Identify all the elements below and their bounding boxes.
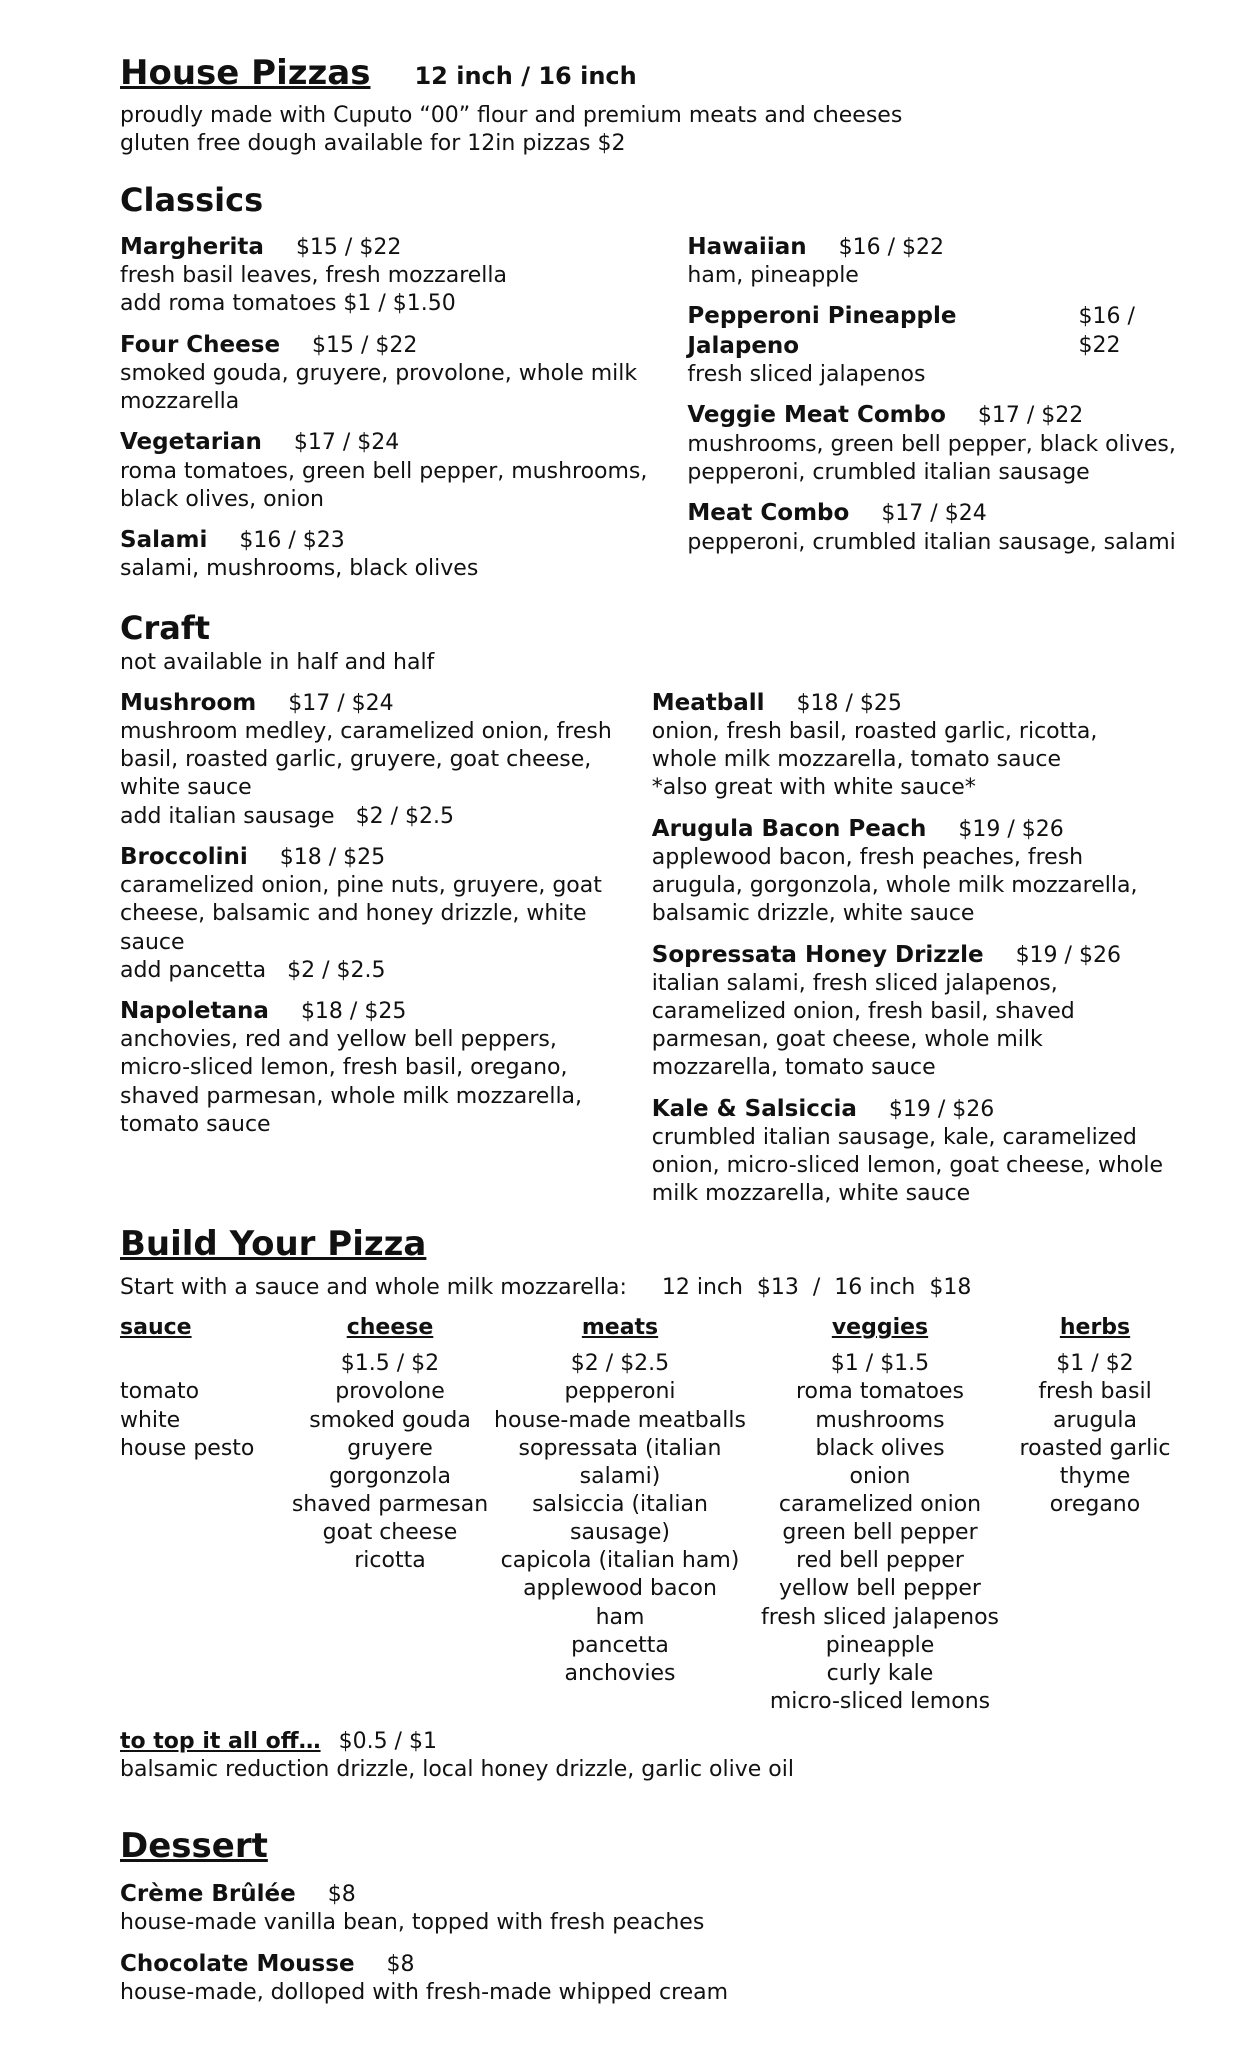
build-option: smoked gouda [309,1407,471,1433]
menu-item-price: $17 / $24 [881,501,987,527]
menu-item-price: $17 / $24 [293,430,400,456]
menu-item [120,997,612,1139]
menu-item-name: Meat Combo [687,500,850,527]
menu-item-description: mozzarella [120,389,240,415]
menu-item-description: mozzarella, tomato sauce [651,1055,936,1081]
menu-item [120,1950,1133,2008]
menu-item-name: Broccolini [120,843,248,870]
menu-item-description: salami, mushrooms, black olives [120,556,479,582]
menu-item-name: Hawaiian [687,233,807,260]
menu-item-header [120,1880,1133,1909]
build-column-veggies [750,1314,1010,1716]
menu-item-name: Salami [120,527,208,554]
menu-item-description: onion, fresh basil, roasted garlic, ricotta, [651,719,1098,745]
house-pizzas-title: House Pizzas [120,53,371,93]
menu-item [120,526,647,584]
menu-item-name: Mushroom [120,689,257,716]
menu-item-name: Napoletana [120,997,269,1024]
menu-item-name: Kale & Salsiccia [651,1095,857,1122]
house-pizzas-note-1: proudly made with Cuputo “00” flour and premium meats and cheeses [120,102,903,128]
menu-item [120,233,647,319]
build-column-sauce [120,1314,290,1716]
menu-item-description: sauce [120,929,185,955]
build-option: salsiccia (italian sausage) [532,1491,708,1546]
classics-columns [120,221,1176,584]
menu-item [652,689,1163,803]
build-option: shaved parmesan [291,1491,489,1517]
menu-item-name: Vegetarian [120,429,262,456]
build-title: Build Your Pizza [120,1223,427,1264]
menu-item-description: pepperoni, crumbled italian sausage, salami [687,529,1176,555]
build-option: arugula [1053,1407,1137,1433]
build-option: fresh sliced jalapenos [760,1604,1000,1630]
menu-item-price: $19 / $26 [1015,942,1121,968]
build-option: tomato [120,1379,200,1405]
menu-item-description: shaved parmesan, whole milk mozzarella, [120,1083,583,1109]
build-option: anchovies [564,1660,676,1686]
menu-item-price: $17 / $22 [977,403,1084,429]
build-option: goat cheese [322,1520,458,1546]
menu-item-price: $19 / $26 [958,816,1064,842]
menu-item-header [120,331,647,360]
build-option: black olives [815,1435,945,1461]
build-option: gorgonzola [328,1463,452,1489]
build-option: provolone [335,1379,445,1405]
house-pizzas-note-2: gluten free dough available for 12in pizzas $2 [120,130,626,156]
menu-item-price: $15 / $22 [295,234,402,260]
menu-item-description: house-made vanilla bean, topped with fresh peaches [120,1910,705,1936]
menu-item [120,1880,1133,1938]
menu-item-price: $18 / $25 [279,844,386,870]
menu-item-header [120,689,612,718]
build-column-price: $2 / $2.5 [570,1351,670,1377]
menu-item-description: fresh basil leaves, fresh mozzarella [120,263,508,289]
menu-item-header [120,843,612,872]
classics-left-column [120,221,647,584]
menu-item-header [120,1950,1133,1979]
menu-item-description: *also great with white sauce* [651,775,976,801]
dessert-title: Dessert [120,1825,268,1866]
menu-item-description: ham, pineapple [687,263,859,289]
menu-item-header [120,526,647,555]
menu-item-description: tomato sauce [120,1111,271,1137]
build-option: ricotta [354,1548,426,1574]
menu-item-description: cheese, balsamic and honey drizzle, white [120,901,587,927]
menu-item-price: $18 / $25 [300,998,407,1024]
menu-item-description: balsamic drizzle, white sauce [651,901,975,927]
menu-item-header [120,233,647,262]
build-option: pepperoni [564,1379,676,1405]
menu-item [687,401,1175,487]
menu-item-description: basil, roasted garlic, gruyere, goat cheese, [120,747,592,773]
menu-item-description: applewood bacon, fresh peaches, fresh [651,845,1084,871]
menu-item-price: $19 / $26 [888,1096,995,1122]
house-pizzas-sizes: 12 inch / 16 inch [414,62,637,90]
menu-item-description: white sauce [120,775,252,801]
menu-item [120,689,612,831]
menu-item-description: milk mozzarella, white sauce [651,1181,971,1207]
menu-item-description: caramelized onion, fresh basil, shaved [651,999,1075,1025]
menu-item-price: $15 / $22 [312,332,418,358]
menu-item-header [687,401,1175,430]
build-column-cheese [290,1314,490,1716]
build-option: house-made meatballs [494,1407,746,1433]
build-option: green bell pepper [782,1520,978,1546]
topit-label: to top it all off… [120,1729,321,1755]
menu-item-description: add pancetta $2 / $2.5 [120,957,386,983]
menu-item-name: Arugula Bacon Peach [651,815,927,842]
menu-item-price: $8 [386,1951,415,1977]
build-column-meats [490,1314,750,1716]
build-column-price: $1 / $2 [1056,1351,1134,1377]
build-option: house pesto [120,1435,255,1461]
menu-item-name: Meatball [651,689,765,716]
menu-item [652,815,1163,929]
build-option: red bell pepper [796,1548,964,1574]
build-option: mushrooms [815,1407,945,1433]
build-option: yellow bell pepper [779,1576,981,1602]
menu-item-name: Margherita [120,233,264,260]
menu-item-description: whole milk mozzarella, tomato sauce [651,747,1062,773]
menu-item-description: mushrooms, green bell pepper, black olives, [687,431,1176,457]
menu-item [687,302,1175,389]
menu-item [652,1095,1163,1209]
menu-item-name: Pepperoni Pineapple Jalapeno [687,303,957,359]
build-column-price [120,1350,290,1378]
menu-item-description: onion, micro-sliced lemon, goat cheese, whole [651,1153,1164,1179]
build-option: pineapple [825,1632,935,1658]
build-option: pancetta [571,1632,669,1658]
menu-item-description: smoked gouda, gruyere, provolone, whole milk [120,360,638,386]
menu-item-header [652,689,1163,718]
build-option: white [120,1407,181,1433]
menu-item-description: fresh sliced jalapenos [687,362,926,388]
menu-item [652,941,1163,1083]
build-options-grid [120,1314,1171,1716]
build-option: gruyere [347,1435,433,1461]
build-option: sopressata (italian salami) [518,1435,722,1489]
build-option: fresh basil [1038,1379,1152,1405]
house-pizzas-header [120,52,1133,96]
topit-price: $0.5 / $1 [338,1729,437,1755]
menu-item-price: $16 / $22 [838,234,944,260]
menu-item [120,843,612,985]
menu-item-header [687,233,1175,262]
build-column-price: $1.5 / $2 [340,1351,440,1377]
build-option: roasted garlic [1019,1435,1171,1461]
menu-item-name: Sopressata Honey Drizzle [651,941,984,968]
menu-item-header [120,997,612,1026]
menu-item-header [687,499,1175,528]
menu-item [120,331,647,417]
menu-item [687,233,1175,291]
menu-item-price: $17 / $24 [288,690,394,716]
build-option: onion [849,1463,911,1489]
menu-item-description: black olives, onion [120,486,324,512]
craft-note: not available in half and half [120,649,435,675]
menu-item-price: $16 / $23 [239,528,345,554]
menu-item-description: mushroom medley, caramelized onion, fresh [120,719,612,745]
menu-item-description: roma tomatoes, green bell pepper, mushrooms, [120,458,648,484]
menu-item-name: Chocolate Mousse [120,1950,355,1977]
build-option: roma tomatoes [795,1379,964,1405]
menu-item-price: $16 / $22 [1078,304,1135,358]
menu-item-name: Veggie Meat Combo [687,402,946,429]
menu-item-header [120,428,647,457]
menu-item-price: $8 [327,1882,356,1908]
craft-right-column [652,677,1163,1209]
menu-item-header [652,815,1163,844]
menu-item [120,428,647,514]
build-column-heading: cheese [346,1315,434,1341]
menu-item-description: add italian sausage $2 / $2.5 [120,803,454,829]
build-column-heading: herbs [1059,1315,1131,1341]
build-intro: Start with a sauce and whole milk mozzarella: 12 inch $13 / 16 inch $18 [120,1275,972,1301]
menu-item-header [687,302,1175,361]
menu-item-description: anchovies, red and yellow bell peppers, [120,1027,557,1053]
menu-item-description: crumbled italian sausage, kale, caramelized [651,1125,1137,1151]
build-option: curly kale [826,1660,934,1686]
menu-item-description: caramelized onion, pine nuts, gruyere, goat [120,873,602,899]
menu-item-description: parmesan, goat cheese, whole milk [651,1027,1043,1053]
topping-extras [120,1728,1133,1756]
build-column-heading: sauce [120,1315,192,1341]
menu-item-description: italian salami, fresh sliced jalapenos, [651,970,1058,996]
craft-left-column [120,677,612,1209]
build-column-price: $1 / $1.5 [830,1351,930,1377]
menu-item-description: add roma tomatoes $1 / $1.50 [120,291,456,317]
build-option: caramelized onion [778,1491,982,1517]
menu-item-description: arugula, gorgonzola, whole milk mozzarella, [651,873,1138,899]
craft-title: Craft [120,608,211,647]
build-option: micro-sliced lemons [769,1689,991,1715]
menu-item-description: micro-sliced lemon, fresh basil, oregano, [120,1055,568,1081]
build-column-herbs [1010,1314,1180,1716]
build-option: thyme [1059,1463,1131,1489]
menu-item-description: house-made, dolloped with fresh-made whipped cream [120,1980,729,2006]
build-column-heading: veggies [831,1315,929,1341]
classics-right-column [687,221,1175,584]
dessert-section [120,1825,1133,1869]
dessert-list [120,1880,1133,2007]
menu-item-header [652,941,1163,970]
build-option: capicola (italian ham) [500,1548,740,1574]
build-option: applewood bacon [523,1576,717,1602]
menu-item-description: pepperoni, crumbled italian sausage [687,460,1090,485]
menu-item-header [652,1095,1163,1124]
build-option: oregano [1049,1491,1141,1517]
build-option: ham [595,1604,645,1630]
menu-item [687,499,1175,557]
menu-item-name: Crème Brûlée [120,1881,296,1908]
craft-columns [120,677,1164,1209]
build-section [120,1223,1133,1267]
menu-item-price: $18 / $25 [796,690,902,716]
topit-items: balsamic reduction drizzle, local honey drizzle, garlic olive oil [120,1757,794,1783]
menu-item-name: Four Cheese [120,331,281,358]
build-column-heading: meats [581,1315,659,1341]
classics-title: Classics [120,180,264,219]
